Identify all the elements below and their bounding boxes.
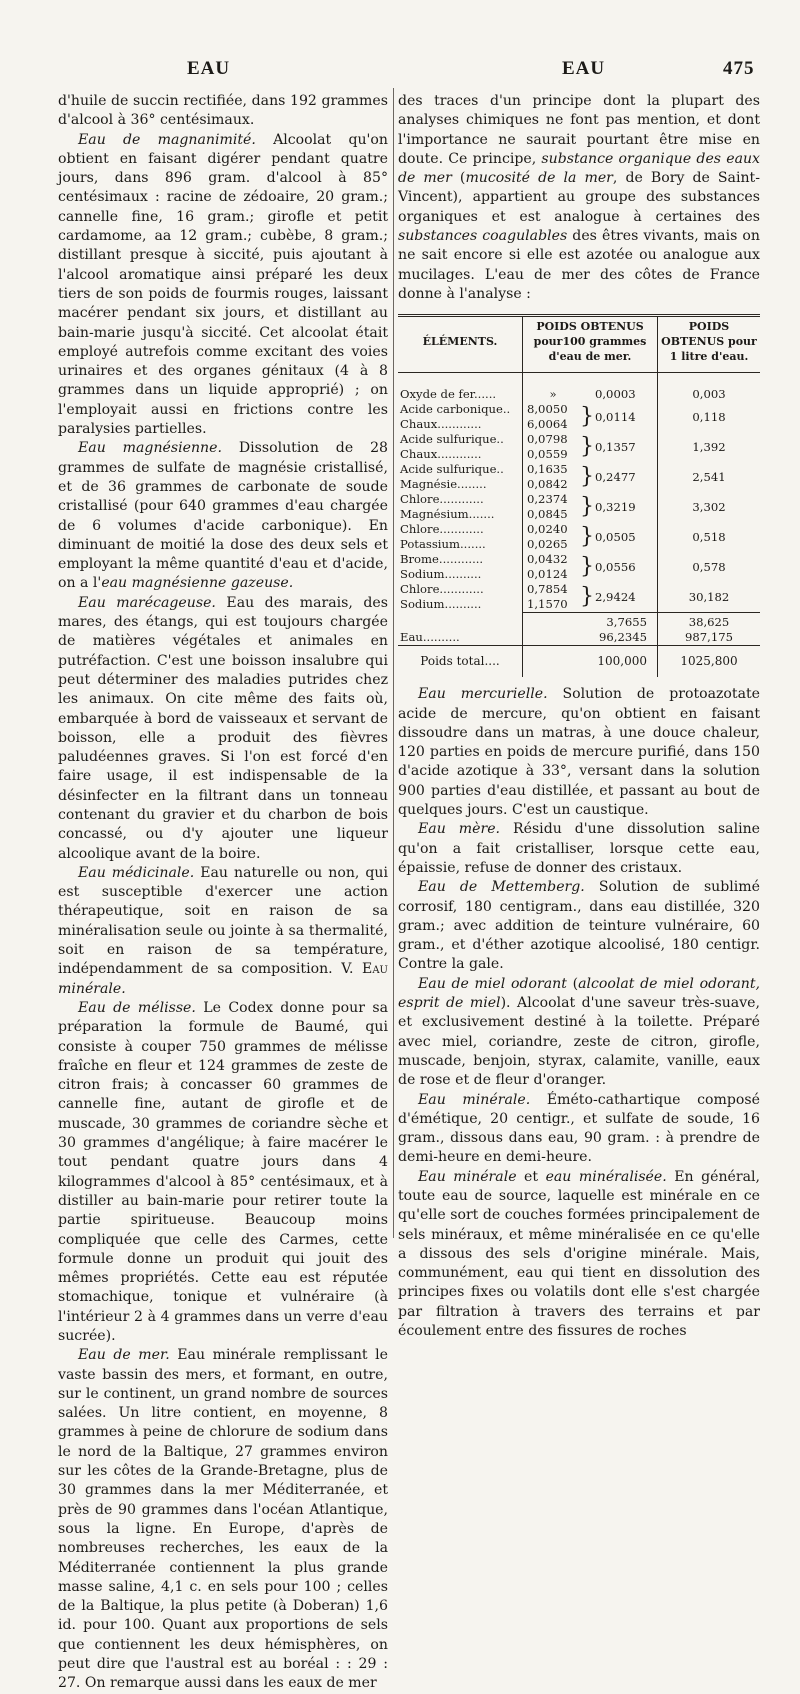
element-name: Brome............ xyxy=(400,552,484,567)
paragraph-segment: eau minéralisée. xyxy=(545,1168,667,1185)
intro-segment: substances coagulables xyxy=(398,228,568,245)
page-number: 475 xyxy=(723,58,755,79)
element-name: Magnésium....... xyxy=(400,507,495,522)
per-100g-cell xyxy=(523,552,658,582)
paragraph-segment: Eau mère. xyxy=(418,821,501,838)
paragraph xyxy=(58,439,388,593)
element-name: Chlore............ xyxy=(400,582,484,597)
intro-segment: des êtres vivants, mais on ne sait encore si elle est azotée ou analogue aux mucilages. L'eau de mer des côtes de France donne à l'analyse : xyxy=(398,228,760,302)
element-value: 0,0432 xyxy=(527,552,568,567)
element-name: Acide carbonique.. xyxy=(400,402,511,417)
right-intro-paragraph xyxy=(398,92,760,304)
element-value: 8,0050 xyxy=(527,402,568,417)
table-row xyxy=(398,402,760,432)
per-litre-cell: 0,118 xyxy=(692,409,726,424)
element-value: 0,0124 xyxy=(527,567,568,582)
paragraph xyxy=(58,92,388,131)
element-value: 0,0240 xyxy=(527,522,568,537)
element-names xyxy=(398,462,523,492)
paragraph-segment: Eau de miel odorant xyxy=(418,975,567,992)
element-value: 0,0845 xyxy=(527,507,568,522)
element-value: 0,0842 xyxy=(527,477,568,492)
element-name: Chaux............ xyxy=(400,447,482,462)
paragraph-segment: Dissolution de 28 grammes de sulfate de magnésie cristallisé, et de 36 grammes de carbonate de soude cristallisé (pour 640 grammes d'eau chargée de 6 volumes d'acide carbonique). En diminuant de moitié la dose des deux sels et employant la même quantité d'eau et d'acide, on a l' xyxy=(58,440,389,592)
brace-glyph: } xyxy=(580,554,594,580)
intro-segment: substance organique des eaux de mer xyxy=(398,150,760,187)
element-name: Oxyde de fer...... xyxy=(400,387,497,402)
subtotal-per-100g: 3,7655 xyxy=(523,613,658,631)
paragraph-segment: Eau de mer. xyxy=(78,1347,170,1364)
element-name: Chlore............ xyxy=(400,492,484,507)
paragraph-segment: Eau médicinale. xyxy=(78,864,195,881)
brace-glyph: } xyxy=(580,464,594,490)
element-value: 0,0265 xyxy=(527,537,568,552)
paragraph-segment: Alcoolat qu'on obtient en faisant digérer pendant quatre jours, dans 896 gram. d'alcool à 85° centésimaux : racine de zédoaire, 20 gram.; cannelle fine, 16 gram.; girofle et petit cardamome, aa 12 gram.; cubèbe, 8 gram.; distillant presque à siccité, puis ajoutant à l'alcool aromatique ainsi préparé les deux tiers de son poids de fourmis rouges, laissant macérer pendant six jours, et distillant au bain-marie jusqu'à siccité. Cet alcoolat était employé autrefois comme excitant des voies urinaires et des organes génitaux (4 à 8 grammes dans un liquide approprié) ; on l'employait aussi en frictions contre les paralysies partielles. xyxy=(58,131,388,438)
element-value: » xyxy=(549,387,557,402)
water-label: Eau.......... xyxy=(400,630,460,645)
paragraph-segment: ( xyxy=(566,975,579,992)
per-litre-cell: 30,182 xyxy=(688,589,730,604)
table-body xyxy=(398,373,760,678)
per-litre-cell: 3,302 xyxy=(692,499,726,514)
intro-segment: ( xyxy=(451,170,466,187)
per-litre-cell: 1,392 xyxy=(692,439,726,454)
paragraph-segment: Eau minérale. xyxy=(418,1091,531,1108)
running-header xyxy=(0,58,800,84)
paragraph xyxy=(58,864,388,999)
element-name: Chaux............ xyxy=(400,417,482,432)
paragraph-segment: Eau minérale xyxy=(418,1168,517,1185)
table-header-elements: ÉLÉMENTS. xyxy=(398,316,523,373)
element-names xyxy=(398,387,523,402)
combined-value: 0,0556 xyxy=(595,559,636,574)
paragraph-segment: Eau de Mettemberg. xyxy=(418,879,585,896)
total-per-litre: 1025,800 xyxy=(658,646,761,678)
total-label: Poids total.... xyxy=(398,646,523,678)
combined-value: 0,0505 xyxy=(595,529,636,544)
left-running-title: EAU xyxy=(187,58,231,79)
subtotal-label xyxy=(398,613,523,631)
per-litre-cell: 0,518 xyxy=(692,529,726,544)
combined-value: 2,9424 xyxy=(595,589,636,604)
element-names xyxy=(398,432,523,462)
per-100g-cell xyxy=(523,462,658,492)
element-name: Chlore............ xyxy=(400,522,484,537)
element-names xyxy=(398,492,523,522)
per-litre-cell: 0,578 xyxy=(692,559,726,574)
water-per-litre: 987,175 xyxy=(685,630,733,645)
paragraph-segment: minérale. xyxy=(58,980,126,997)
element-value: 0,0559 xyxy=(527,447,568,462)
water-per-100g: 96,2345 xyxy=(523,630,658,646)
brace-glyph: } xyxy=(580,404,594,430)
table-header-per-litre: POIDS OBTENUS pour 1 litre d'eau. xyxy=(658,316,761,373)
element-names xyxy=(398,582,523,613)
table-row xyxy=(398,582,760,613)
paragraph xyxy=(398,975,760,1091)
paragraph-segment: Solution de protoazotate acide de mercure, qu'on obtient en faisant dissoudre dans un matras, à une douce chaleur, 120 parties en poids de mercure purifié, dans 150 d'acide azotique à 33°, versant dans la solution 900 parties d'eau distillée, et passant au bout de quelques jours. C'est un caustique. xyxy=(398,686,760,819)
per-100g-cell xyxy=(523,522,658,552)
element-name: Sodium.......... xyxy=(400,597,482,612)
element-names xyxy=(398,552,523,582)
paragraph-segment: et xyxy=(516,1168,546,1185)
combined-value: 0,0114 xyxy=(595,409,636,424)
subtotal-per-litre: 38,625 xyxy=(658,613,761,631)
paragraph xyxy=(398,1091,760,1168)
element-value: 0,0798 xyxy=(527,432,568,447)
paragraph-segment: Eau xyxy=(362,961,388,978)
paragraph xyxy=(58,999,388,1346)
per-100g-cell xyxy=(523,402,658,432)
brace-glyph: } xyxy=(580,584,594,610)
paragraph xyxy=(58,1346,388,1693)
per-100g-cell xyxy=(523,582,658,613)
paragraph xyxy=(398,878,760,974)
element-name: Acide sulfurique.. xyxy=(400,432,504,447)
element-names xyxy=(398,402,523,432)
table-header-per-100g: POIDS OBTENUS pour100 grammes d'eau de mer. xyxy=(523,316,658,373)
per-100g-cell xyxy=(523,387,658,402)
combined-value: 0,3219 xyxy=(595,499,636,514)
paragraph-segment: Eau des marais, des mares, des étangs, qui est toujours chargée de matières végétales et animales en putréfaction. C'est une boisson insalubre qui peut déterminer des maladies putrides chez les animaux. On cite même des faits où, embarquée à bord de vaisseaux et servant de boisson, elle a produit des fièvres paludéennes graves. Si l'on est forcé d'en faire usage, il est indispensable de la désinfecter en la filtrant dans un tonneau contenant du gravier et du charbon de bois concassé, ou d'y ajouter une liqueur alcoolique avant de la boire. xyxy=(58,594,388,862)
paragraph-segment: Résidu d'une dissolution saline qu'on a fait cristalliser, lorsque cette eau, épaissie, refuse de donner des cristaux. xyxy=(398,821,760,876)
brace-glyph: } xyxy=(580,524,594,550)
table-row xyxy=(398,462,760,492)
paragraph-segment: ). Alcoolat d'une saveur très-suave, et exclusivement destiné à la toilette. Préparé avec miel, coriandre, zeste de citron, girofle, muscade, benjoin, styrax, calamite, vanille, eaux de rose et de fleur d'oranger. xyxy=(398,995,760,1089)
table-row xyxy=(398,522,760,552)
per-litre-cell: 2,541 xyxy=(692,469,726,484)
right-running-title: EAU xyxy=(562,58,606,79)
paragraph-segment: Eau minérale remplissant le vaste bassin des mers, et formant, en outre, sur le continent, un grand nombre de sources salées. Un litre contient, en moyenne, 8 grammes à peine de chlorure de sodium dans le nord de la Baltique, 27 grammes environ sur les côtes de la Grande-Bretagne, plus de 30 grammes dans la mer Méditerranée, et près de 90 grammes dans l'océan Atlantique, sous la ligne. En Europe, d'après de nombreuses recherches, les eaux de la Méditerranée contiennent la plus grande masse saline, 4,1 c. en sels pour 100 ; celles de la Baltique, la plus petite (à Doberan) 1,6 id. pour 100. Quant aux proportions de sels que contiennent les deux hémisphères, on peut dire que l'austral est au boréal : : 29 : 27. On remarque aussi dans les eaux de mer xyxy=(58,1347,388,1692)
per-100g-cell xyxy=(523,492,658,522)
water-row xyxy=(398,630,760,646)
element-name: Sodium.......... xyxy=(400,567,482,582)
per-100g-cell xyxy=(523,432,658,462)
combined-value: 0,2477 xyxy=(595,469,636,484)
intro-segment: , de Bory de Saint-Vincent), appartient au groupe des substances organiques et est analogue à certaines des xyxy=(398,170,760,225)
subtotal-row xyxy=(398,613,760,631)
element-name: Potassium....... xyxy=(400,537,486,552)
intro-segment: des traces d'un principe dont la plupart des analyses chimiques ne font pas mention, et dont l'importance ne saurait pourtant être mise en doute. Ce principe, xyxy=(398,93,760,167)
element-value: 6,0064 xyxy=(527,417,568,432)
combined-value: 0,0003 xyxy=(595,387,636,402)
paragraph-segment: Solution de sublimé corrosif, 180 centigram., dans eau distillée, 320 gram.; avec addition de teinture vulnéraire, 60 gram., et d'éther azotique alcoolisé, 180 centigr. Contre la gale. xyxy=(398,879,761,973)
total-per-100g: 100,000 xyxy=(523,646,658,678)
brace-glyph: } xyxy=(580,434,594,460)
total-row xyxy=(398,646,760,678)
paragraph-segment: Eau de magnanimité. xyxy=(78,131,256,148)
paragraph-segment: En général, toute eau de source, laquelle est minérale en ce qu'elle sort de couches formées principalement de sels minéraux, et même minéralisée en ce qu'elle a dissous des sels d'origine minérale. Mais, communément, eau qui tient en dissolution des principes fixes ou volatils dont elle s'est chargée par filtration à travers des terrains et par écoulement entre des fissures de roches xyxy=(398,1168,761,1340)
paragraph-segment: Eau de mélisse. xyxy=(78,999,196,1016)
paragraph xyxy=(398,685,760,820)
intro-segment: mucosité de la mer xyxy=(465,170,613,187)
table-row xyxy=(398,387,760,402)
paragraph-segment: eau magnésienne gazeuse. xyxy=(101,575,294,592)
paragraph-segment: Éméto-cathartique composé d'émétique, 20 centigr., et sulfate de soude, 16 gram., dissous dans eau, 90 gram. : à prendre de demi-heure en demi-heure. xyxy=(398,1091,760,1166)
paragraph-segment: Eau marécageuse. xyxy=(78,594,216,611)
paragraph xyxy=(58,131,388,440)
per-litre-cell: 0,003 xyxy=(692,387,726,402)
paragraph-segment: d'huile de succin rectifiée, dans 192 grammes d'alcool à 36° centésimaux. xyxy=(58,93,388,129)
element-value: 0,2374 xyxy=(527,492,568,507)
left-column xyxy=(58,92,388,1694)
brace-glyph: } xyxy=(580,494,594,520)
paragraph-segment: Eau naturelle ou non, qui est susceptible d'exercer une action thérapeutique, soit en raison de sa minéralisation seule ou jointe à sa thermalité, soit en raison de sa température, indépendamment de sa composition. V. xyxy=(58,864,388,978)
right-column xyxy=(398,92,760,1341)
table-row xyxy=(398,432,760,462)
element-name: Magnésie........ xyxy=(400,477,487,492)
paragraph-segment: Eau magnésienne. xyxy=(78,440,222,457)
paragraph xyxy=(398,1168,760,1342)
paragraph-segment: Eau mercurielle. xyxy=(418,686,548,703)
analysis-table xyxy=(398,314,760,677)
combined-value: 0,1357 xyxy=(595,439,636,454)
element-value: 1,1570 xyxy=(527,597,568,612)
paragraph xyxy=(398,820,760,878)
element-names xyxy=(398,522,523,552)
element-value: 0,7854 xyxy=(527,582,568,597)
element-value: 0,1635 xyxy=(527,462,568,477)
paragraph-segment: Le Codex donne pour sa préparation la formule de Baumé, qui consiste à couper 750 grammes de mélisse fraîche en fleur et 124 grammes de zeste de citron frais; à concasser 60 grammes de cannelle fine, autant de girofle et de muscade, 30 grammes de coriandre sèche et 30 grammes d'angélique; à faire macérer le tout pendant quatre jours dans 4 kilogrammes d'alcool à 85° centésimaux, et à distiller au bain-marie pour retirer toute la partie spiritueuse. Beaucoup moins compliquée que celle des Carmes, cette formule donne un produit qui jouit des mêmes propriétés. Cette eau est réputée stomachique, tonique et vulnéraire (à l'intérieur 2 à 4 grammes dans un verre d'eau sucrée). xyxy=(58,999,388,1344)
table-row xyxy=(398,492,760,522)
table-row xyxy=(398,552,760,582)
paragraph xyxy=(58,594,388,864)
paragraph-segment: alcoolat de miel odorant, esprit de miel xyxy=(398,975,760,1012)
column-divider xyxy=(393,88,394,1238)
element-name: Acide sulfurique.. xyxy=(400,462,504,477)
